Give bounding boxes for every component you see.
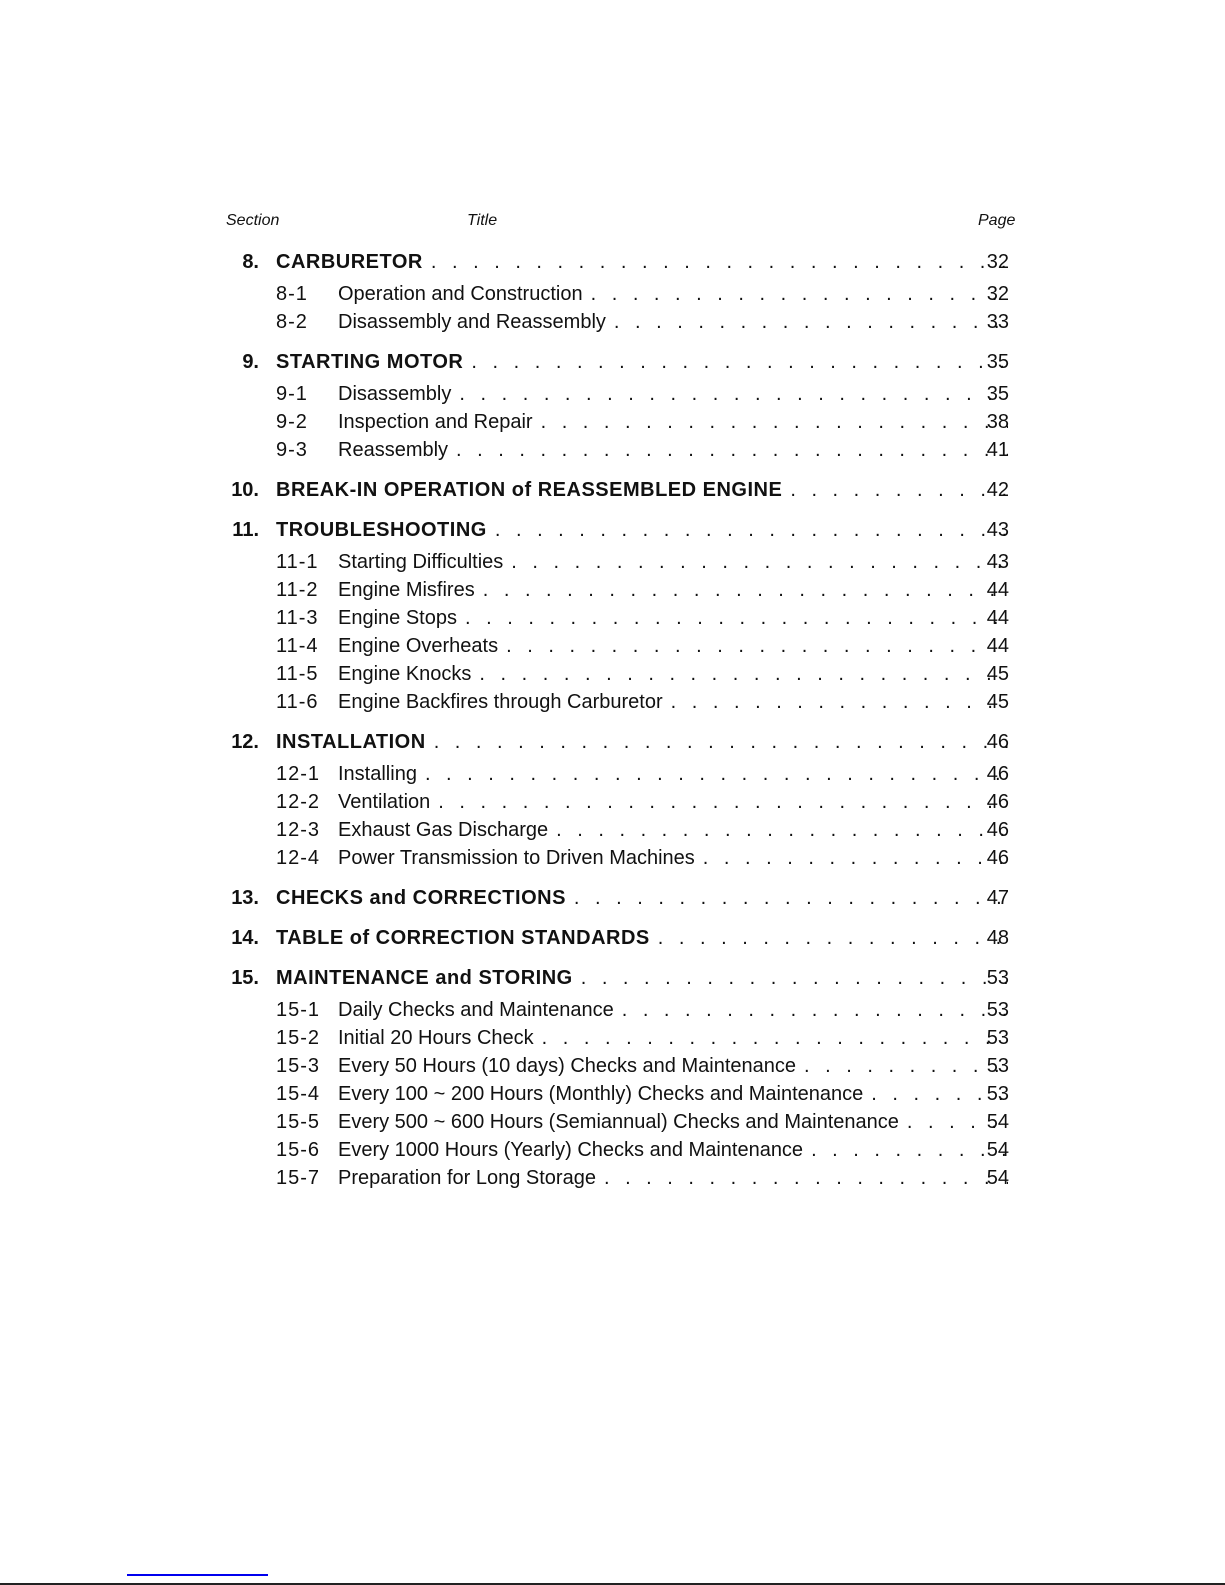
entry-title: Inspection and Repair xyxy=(338,411,533,433)
entry-page-number: 46 xyxy=(986,731,1009,753)
entry-page-number: 45 xyxy=(986,691,1009,713)
entry-page-number: 41 xyxy=(986,439,1009,461)
entry-page-number: 53 xyxy=(986,1083,1009,1105)
dot-leader xyxy=(541,409,1008,435)
entry-title: Installing xyxy=(338,763,417,785)
entry-title-with-leader xyxy=(276,729,1008,755)
dot-leader xyxy=(604,1165,1008,1191)
toc-subsection-entry xyxy=(0,1137,1225,1163)
entry-number: 11-1 xyxy=(276,551,319,573)
entry-title-with-leader xyxy=(338,1109,1008,1135)
entry-page-number: 43 xyxy=(986,551,1009,573)
entry-number: 9-1 xyxy=(276,383,308,405)
toc-section-entry xyxy=(0,729,1225,755)
entry-number: 8. xyxy=(242,251,259,273)
entry-page-number: 45 xyxy=(986,663,1009,685)
toc-subsection-entry xyxy=(0,817,1225,843)
entry-title-with-leader xyxy=(338,1137,1008,1163)
entry-title: Operation and Construction xyxy=(338,283,583,305)
toc-section-entry xyxy=(0,349,1225,375)
toc-subsection-entry xyxy=(0,437,1225,463)
dot-leader xyxy=(703,845,1008,871)
entry-title-with-leader xyxy=(276,249,1008,275)
dot-leader xyxy=(581,965,1008,991)
entry-title-with-leader xyxy=(338,437,1008,463)
entry-number: 11-2 xyxy=(276,579,319,601)
entry-title: Daily Checks and Maintenance xyxy=(338,999,614,1021)
entry-title-with-leader xyxy=(338,817,1008,843)
entry-title-with-leader xyxy=(338,997,1008,1023)
dot-leader xyxy=(574,885,1008,911)
entry-page-number: 54 xyxy=(986,1167,1009,1189)
entry-page-number: 44 xyxy=(986,635,1009,657)
toc-section-entry xyxy=(0,517,1225,543)
entry-page-number: 46 xyxy=(986,847,1009,869)
toc-subsection-entry xyxy=(0,1053,1225,1079)
entry-title-with-leader xyxy=(276,965,1008,991)
entry-title: Engine Overheats xyxy=(338,635,499,657)
toc-subsection-entry xyxy=(0,549,1225,575)
entry-number: 9-3 xyxy=(276,439,308,461)
toc-section-entry xyxy=(0,965,1225,991)
entry-page-number: 38 xyxy=(986,411,1009,433)
entry-page-number: 42 xyxy=(986,479,1009,501)
toc-subsection-entry xyxy=(0,761,1225,787)
link-underline xyxy=(127,1574,268,1576)
entry-title-with-leader xyxy=(276,925,1008,951)
entry-number: 8-2 xyxy=(276,311,308,333)
toc-section-entry xyxy=(0,477,1225,503)
entry-page-number: 53 xyxy=(986,1055,1009,1077)
entry-number: 13. xyxy=(231,887,259,909)
dot-leader xyxy=(483,577,1008,603)
entry-title: Every 500 ~ 600 Hours (Semiannual) Checks and Maintenance xyxy=(338,1111,899,1133)
entry-page-number: 54 xyxy=(986,1111,1009,1133)
entry-number: 8-1 xyxy=(276,283,308,305)
dot-leader xyxy=(438,789,1008,815)
toc-subsection-entry xyxy=(0,633,1225,659)
entry-title: Starting Difficulties xyxy=(338,551,504,573)
dot-leader xyxy=(622,997,1008,1023)
entry-title-with-leader xyxy=(338,1025,1008,1051)
entry-title-with-leader xyxy=(338,409,1008,435)
toc-subsection-entry xyxy=(0,1165,1225,1191)
entry-title-with-leader xyxy=(276,517,1008,543)
entry-title-with-leader xyxy=(338,309,1008,335)
entry-page-number: 35 xyxy=(986,351,1009,373)
entry-title: Exhaust Gas Discharge xyxy=(338,819,549,841)
entry-number: 15-6 xyxy=(276,1139,321,1161)
dot-leader xyxy=(431,249,1008,275)
toc-subsection-entry xyxy=(0,409,1225,435)
entry-title-with-leader xyxy=(338,689,1008,715)
entry-title-with-leader xyxy=(338,845,1008,871)
entry-number: 15-3 xyxy=(276,1055,321,1077)
title-column-header: Title xyxy=(467,212,498,229)
entry-title: Engine Misfires xyxy=(338,579,475,601)
entry-title-with-leader xyxy=(338,381,1008,407)
entry-number: 11-5 xyxy=(276,663,319,685)
dot-leader xyxy=(465,605,1008,631)
entry-number: 15-1 xyxy=(276,999,321,1021)
dot-leader xyxy=(459,381,1008,407)
dot-leader xyxy=(495,517,1008,543)
toc-subsection-entry xyxy=(0,845,1225,871)
entry-title-with-leader xyxy=(338,605,1008,631)
section-column-header: Section xyxy=(226,212,280,229)
entry-page-number: 44 xyxy=(986,579,1009,601)
dot-leader xyxy=(456,437,1008,463)
entry-number: 14. xyxy=(231,927,259,949)
toc-subsection-entry xyxy=(0,577,1225,603)
toc-subsection-entry xyxy=(0,689,1225,715)
entry-page-number: 46 xyxy=(986,791,1009,813)
entry-title: TABLE of CORRECTION STANDARDS xyxy=(276,927,650,949)
toc-subsection-entry xyxy=(0,789,1225,815)
entry-page-number: 53 xyxy=(986,967,1009,989)
entry-title-with-leader xyxy=(338,1165,1008,1191)
dot-leader xyxy=(434,729,1008,755)
toc-subsection-entry xyxy=(0,1109,1225,1135)
entry-title: BREAK-IN OPERATION of REASSEMBLED ENGINE xyxy=(276,479,783,501)
entry-number: 11-4 xyxy=(276,635,319,657)
entry-number: 11. xyxy=(232,519,259,541)
entry-number: 9-2 xyxy=(276,411,308,433)
entry-title-with-leader xyxy=(338,1053,1008,1079)
entry-number: 12-1 xyxy=(276,763,321,785)
toc-subsection-entry xyxy=(0,661,1225,687)
entry-title: Engine Stops xyxy=(338,607,457,629)
entry-page-number: 47 xyxy=(986,887,1009,909)
dot-leader xyxy=(614,309,1008,335)
entry-title-with-leader xyxy=(276,885,1008,911)
entry-title: Every 1000 Hours (Yearly) Checks and Maintenance xyxy=(338,1139,804,1161)
entry-number: 15-5 xyxy=(276,1111,321,1133)
dot-leader xyxy=(811,1137,1008,1163)
entry-number: 11-3 xyxy=(276,607,319,629)
dot-leader xyxy=(542,1025,1008,1051)
entry-title: Reassembly xyxy=(338,439,449,461)
entry-page-number: 54 xyxy=(986,1139,1009,1161)
toc-subsection-entry xyxy=(0,1025,1225,1051)
entry-page-number: 32 xyxy=(986,283,1009,305)
toc-section-entry xyxy=(0,885,1225,911)
dot-leader xyxy=(804,1053,1008,1079)
entry-page-number: 32 xyxy=(986,251,1009,273)
entry-title: Preparation for Long Storage xyxy=(338,1167,596,1189)
entry-title: Disassembly xyxy=(338,383,452,405)
entry-page-number: 46 xyxy=(986,819,1009,841)
dot-leader xyxy=(425,761,1008,787)
toc-subsection-entry xyxy=(0,381,1225,407)
entry-page-number: 46 xyxy=(986,763,1009,785)
toc-section-entry xyxy=(0,925,1225,951)
entry-title: Power Transmission to Driven Machines xyxy=(338,847,695,869)
entry-title-with-leader xyxy=(338,661,1008,687)
entry-title-with-leader xyxy=(338,549,1008,575)
entry-page-number: 53 xyxy=(986,999,1009,1021)
entry-page-number: 33 xyxy=(986,311,1009,333)
entry-title-with-leader xyxy=(338,761,1008,787)
entry-number: 12-4 xyxy=(276,847,321,869)
entry-number: 12-2 xyxy=(276,791,321,813)
entry-title-with-leader xyxy=(338,1081,1008,1107)
dot-leader xyxy=(658,925,1008,951)
entry-title: MAINTENANCE and STORING xyxy=(276,967,573,989)
toc-section-entry xyxy=(0,249,1225,275)
entry-title-with-leader xyxy=(338,789,1008,815)
entry-number: 15-7 xyxy=(276,1167,321,1189)
entry-title: Ventilation xyxy=(338,791,431,813)
entry-number: 15-2 xyxy=(276,1027,321,1049)
entry-title: STARTING MOTOR xyxy=(276,351,464,373)
dot-leader xyxy=(479,661,1008,687)
entry-page-number: 48 xyxy=(986,927,1009,949)
entry-number: 10. xyxy=(231,479,259,501)
entry-title-with-leader xyxy=(338,281,1008,307)
entry-page-number: 53 xyxy=(986,1027,1009,1049)
entry-title: CARBURETOR xyxy=(276,251,423,273)
entry-title: Initial 20 Hours Check xyxy=(338,1027,534,1049)
dot-leader xyxy=(591,281,1008,307)
entry-title-with-leader xyxy=(276,349,1008,375)
toc-subsection-entry xyxy=(0,281,1225,307)
dot-leader xyxy=(556,817,1008,843)
entry-number: 15. xyxy=(231,967,259,989)
entry-title: Engine Knocks xyxy=(338,663,472,685)
entry-title-with-leader xyxy=(338,633,1008,659)
entry-number: 15-4 xyxy=(276,1083,321,1105)
dot-leader xyxy=(506,633,1008,659)
entry-title: INSTALLATION xyxy=(276,731,426,753)
dot-leader xyxy=(471,349,1008,375)
entry-page-number: 44 xyxy=(986,607,1009,629)
toc-subsection-entry xyxy=(0,1081,1225,1107)
toc-subsection-entry xyxy=(0,997,1225,1023)
entry-number: 11-6 xyxy=(276,691,319,713)
dot-leader xyxy=(790,477,1008,503)
entry-number: 12. xyxy=(231,731,259,753)
entry-page-number: 43 xyxy=(986,519,1009,541)
entry-title: Disassembly and Reassembly xyxy=(338,311,606,333)
toc-subsection-entry xyxy=(0,309,1225,335)
entry-number: 9. xyxy=(242,351,259,373)
entry-title: Engine Backfires through Carburetor xyxy=(338,691,663,713)
entry-page-number: 35 xyxy=(986,383,1009,405)
entry-number: 12-3 xyxy=(276,819,321,841)
entry-title: Every 50 Hours (10 days) Checks and Maintenance xyxy=(338,1055,797,1077)
toc-subsection-entry xyxy=(0,605,1225,631)
entry-title: TROUBLESHOOTING xyxy=(276,519,487,541)
entry-title: CHECKS and CORRECTIONS xyxy=(276,887,566,909)
entry-title-with-leader xyxy=(338,577,1008,603)
page-column-header: Page xyxy=(978,212,1016,229)
entry-title-with-leader xyxy=(276,477,1008,503)
dot-leader xyxy=(671,689,1008,715)
dot-leader xyxy=(511,549,1008,575)
entry-title: Every 100 ~ 200 Hours (Monthly) Checks and Maintenance xyxy=(338,1083,864,1105)
